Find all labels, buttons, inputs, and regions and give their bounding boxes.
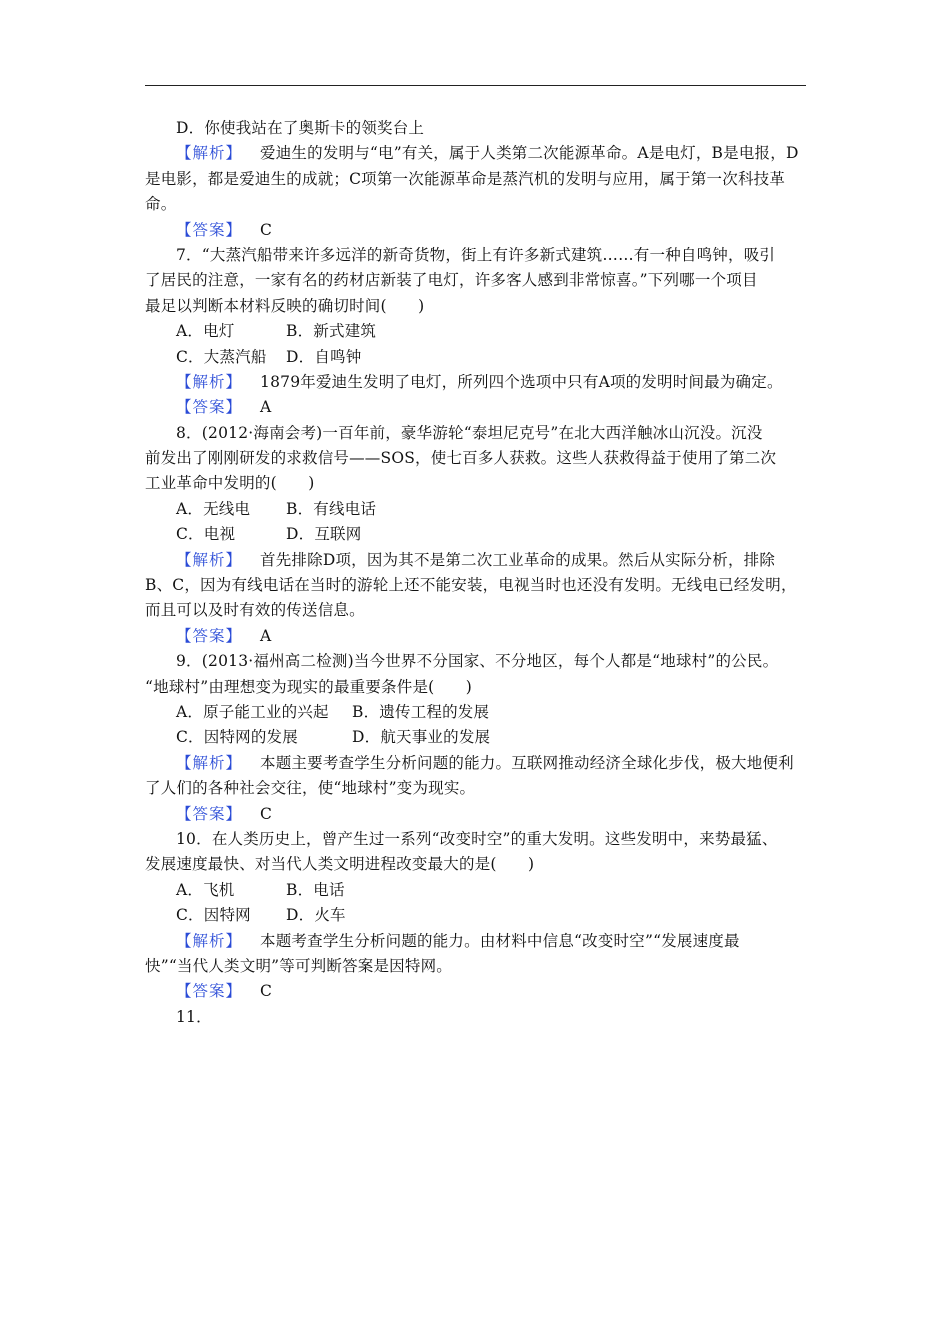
text-line	[145, 751, 810, 776]
line-text: 10．在人类历史上，曾产生过一系列“改变时空”的重大发明。这些发明中，来势最猛、	[176, 829, 778, 848]
section-tag: 【解析】	[176, 550, 243, 569]
text-line	[145, 954, 810, 979]
answer-option: D．航天事业的发展	[352, 728, 491, 747]
line-text: D．你使我站在了奥斯卡的领奖台上	[176, 119, 425, 137]
text-line	[145, 979, 810, 1004]
section-tag: 【解析】	[176, 931, 243, 950]
section-tag: 【答案】	[176, 804, 243, 823]
answer-option: A．原子能工业的兴起	[176, 702, 329, 721]
answer-option: D．火车	[286, 906, 346, 925]
text-line	[145, 700, 810, 725]
text-line	[145, 725, 810, 750]
text-line	[145, 624, 810, 649]
answer-option: B．有线电话	[286, 499, 377, 518]
text-line	[145, 827, 810, 852]
line-text: 是电影，都是爱迪生的成就；C项第一次能源革命是蒸汽机的发明与应用，属于第一次科技革	[145, 169, 786, 188]
text-line	[145, 1005, 810, 1030]
answer-option: A．电灯	[176, 322, 235, 341]
text-line	[145, 573, 810, 598]
line-text: 最足以判断本材料反映的确切时间( )	[145, 296, 425, 315]
text-line	[145, 776, 810, 801]
text-line	[145, 471, 810, 496]
text-line	[145, 497, 810, 522]
text-line	[145, 141, 810, 166]
line-text: 本题考查学生分析问题的能力。由材料中信息“改变时空”“发展速度最	[260, 931, 740, 950]
answer-option: C．电视	[176, 525, 236, 544]
line-text: 而且可以及时有效的传送信息。	[145, 601, 365, 620]
line-text: 1879年爱迪生发明了电灯，所列四个选项中只有A项的发明时间最为确定。	[260, 372, 783, 391]
line-text: 前发出了刚刚研发的求救信号——SOS，使七百多人获救。这些人获救得益于使用了第二次	[145, 449, 777, 468]
answer-option: D．自鸣钟	[286, 347, 362, 366]
answer-option: A．无线电	[176, 499, 251, 518]
text-line	[145, 649, 810, 674]
line-text: C	[260, 804, 273, 823]
text-line	[145, 370, 810, 395]
line-text: 7．“大蒸汽船带来许多远洋的新奇货物，街上有许多新式建筑……有一种自鸣钟，吸引	[176, 245, 776, 264]
section-tag: 【解析】	[176, 144, 243, 163]
answer-option: A．飞机	[176, 880, 235, 899]
section-tag: 【答案】	[176, 398, 243, 417]
line-text: 工业革命中发明的( )	[145, 474, 315, 493]
text-line	[145, 167, 810, 192]
section-tag: 【答案】	[176, 626, 243, 645]
header-rule	[145, 85, 806, 86]
text-line	[145, 522, 810, 547]
line-text: A	[260, 398, 272, 417]
line-text: A	[260, 626, 272, 645]
answer-option: C．大蒸汽船	[176, 347, 267, 366]
line-text: 了居民的注意，一家有名的药材店新装了电灯，许多客人感到非常惊喜。”下列哪一个项目	[145, 271, 758, 290]
line-text: 11．	[176, 1007, 212, 1026]
text-line	[145, 192, 810, 217]
answer-option: B．遗传工程的发展	[352, 702, 490, 721]
text-line	[145, 319, 810, 344]
text-line	[145, 243, 810, 268]
text-line	[145, 548, 810, 573]
line-text: 9．(2013·福州高二检测)当今世界不分国家、不分地区，每个人都是“地球村”的公民。	[176, 652, 779, 671]
answer-option: B．新式建筑	[286, 322, 377, 341]
line-text: 爱迪生的发明与“电”有关，属于人类第二次能源革命。A是电灯，B是电报，D	[260, 144, 799, 163]
line-text: 首先排除D项，因为其不是第二次工业革命的成果。然后从实际分析，排除	[260, 550, 776, 569]
answer-option: B．电话	[286, 880, 345, 899]
document-body	[145, 116, 810, 1030]
line-text: B、C，因为有线电话在当时的游轮上还不能安装，电视当时也还没有发明。无线电已经发明，	[145, 576, 797, 595]
text-line	[145, 675, 810, 700]
line-text: 本题主要考查学生分析问题的能力。互联网推动经济全球化步伐，极大地便利	[260, 753, 794, 772]
section-tag: 【解析】	[176, 753, 243, 772]
line-text: 发展速度最快、对当代人类文明进程改变最大的是( )	[145, 855, 535, 874]
text-line	[145, 268, 810, 293]
answer-option: C．因特网	[176, 906, 251, 925]
line-text: C	[260, 982, 273, 1001]
line-text: 8．(2012·海南会考)一百年前，豪华游轮“泰坦尼克号”在北大西洋触冰山沉没。沉没	[176, 423, 763, 442]
text-line	[145, 852, 810, 877]
text-line	[145, 929, 810, 954]
section-tag: 【答案】	[176, 220, 243, 239]
text-line	[145, 294, 810, 319]
text-line	[145, 218, 810, 243]
line-text: “地球村”由理想变为现实的最重要条件是( )	[145, 677, 473, 696]
text-line	[145, 395, 810, 420]
text-line	[145, 446, 810, 471]
line-text: 了人们的各种社会交往，使“地球村”变为现实。	[145, 779, 476, 798]
text-line	[145, 345, 810, 370]
section-tag: 【解析】	[176, 372, 243, 391]
text-line	[145, 802, 810, 827]
line-text: 命。	[145, 195, 177, 214]
text-line	[145, 598, 810, 623]
text-line	[145, 903, 810, 928]
line-text: C	[260, 220, 273, 239]
section-tag: 【答案】	[176, 982, 243, 1001]
text-line	[145, 878, 810, 903]
text-line	[145, 116, 810, 141]
answer-option: C．因特网的发展	[176, 728, 298, 747]
text-line	[145, 421, 810, 446]
line-text: 快”“当代人类文明”等可判断答案是因特网。	[145, 956, 452, 975]
answer-option: D．互联网	[286, 525, 362, 544]
